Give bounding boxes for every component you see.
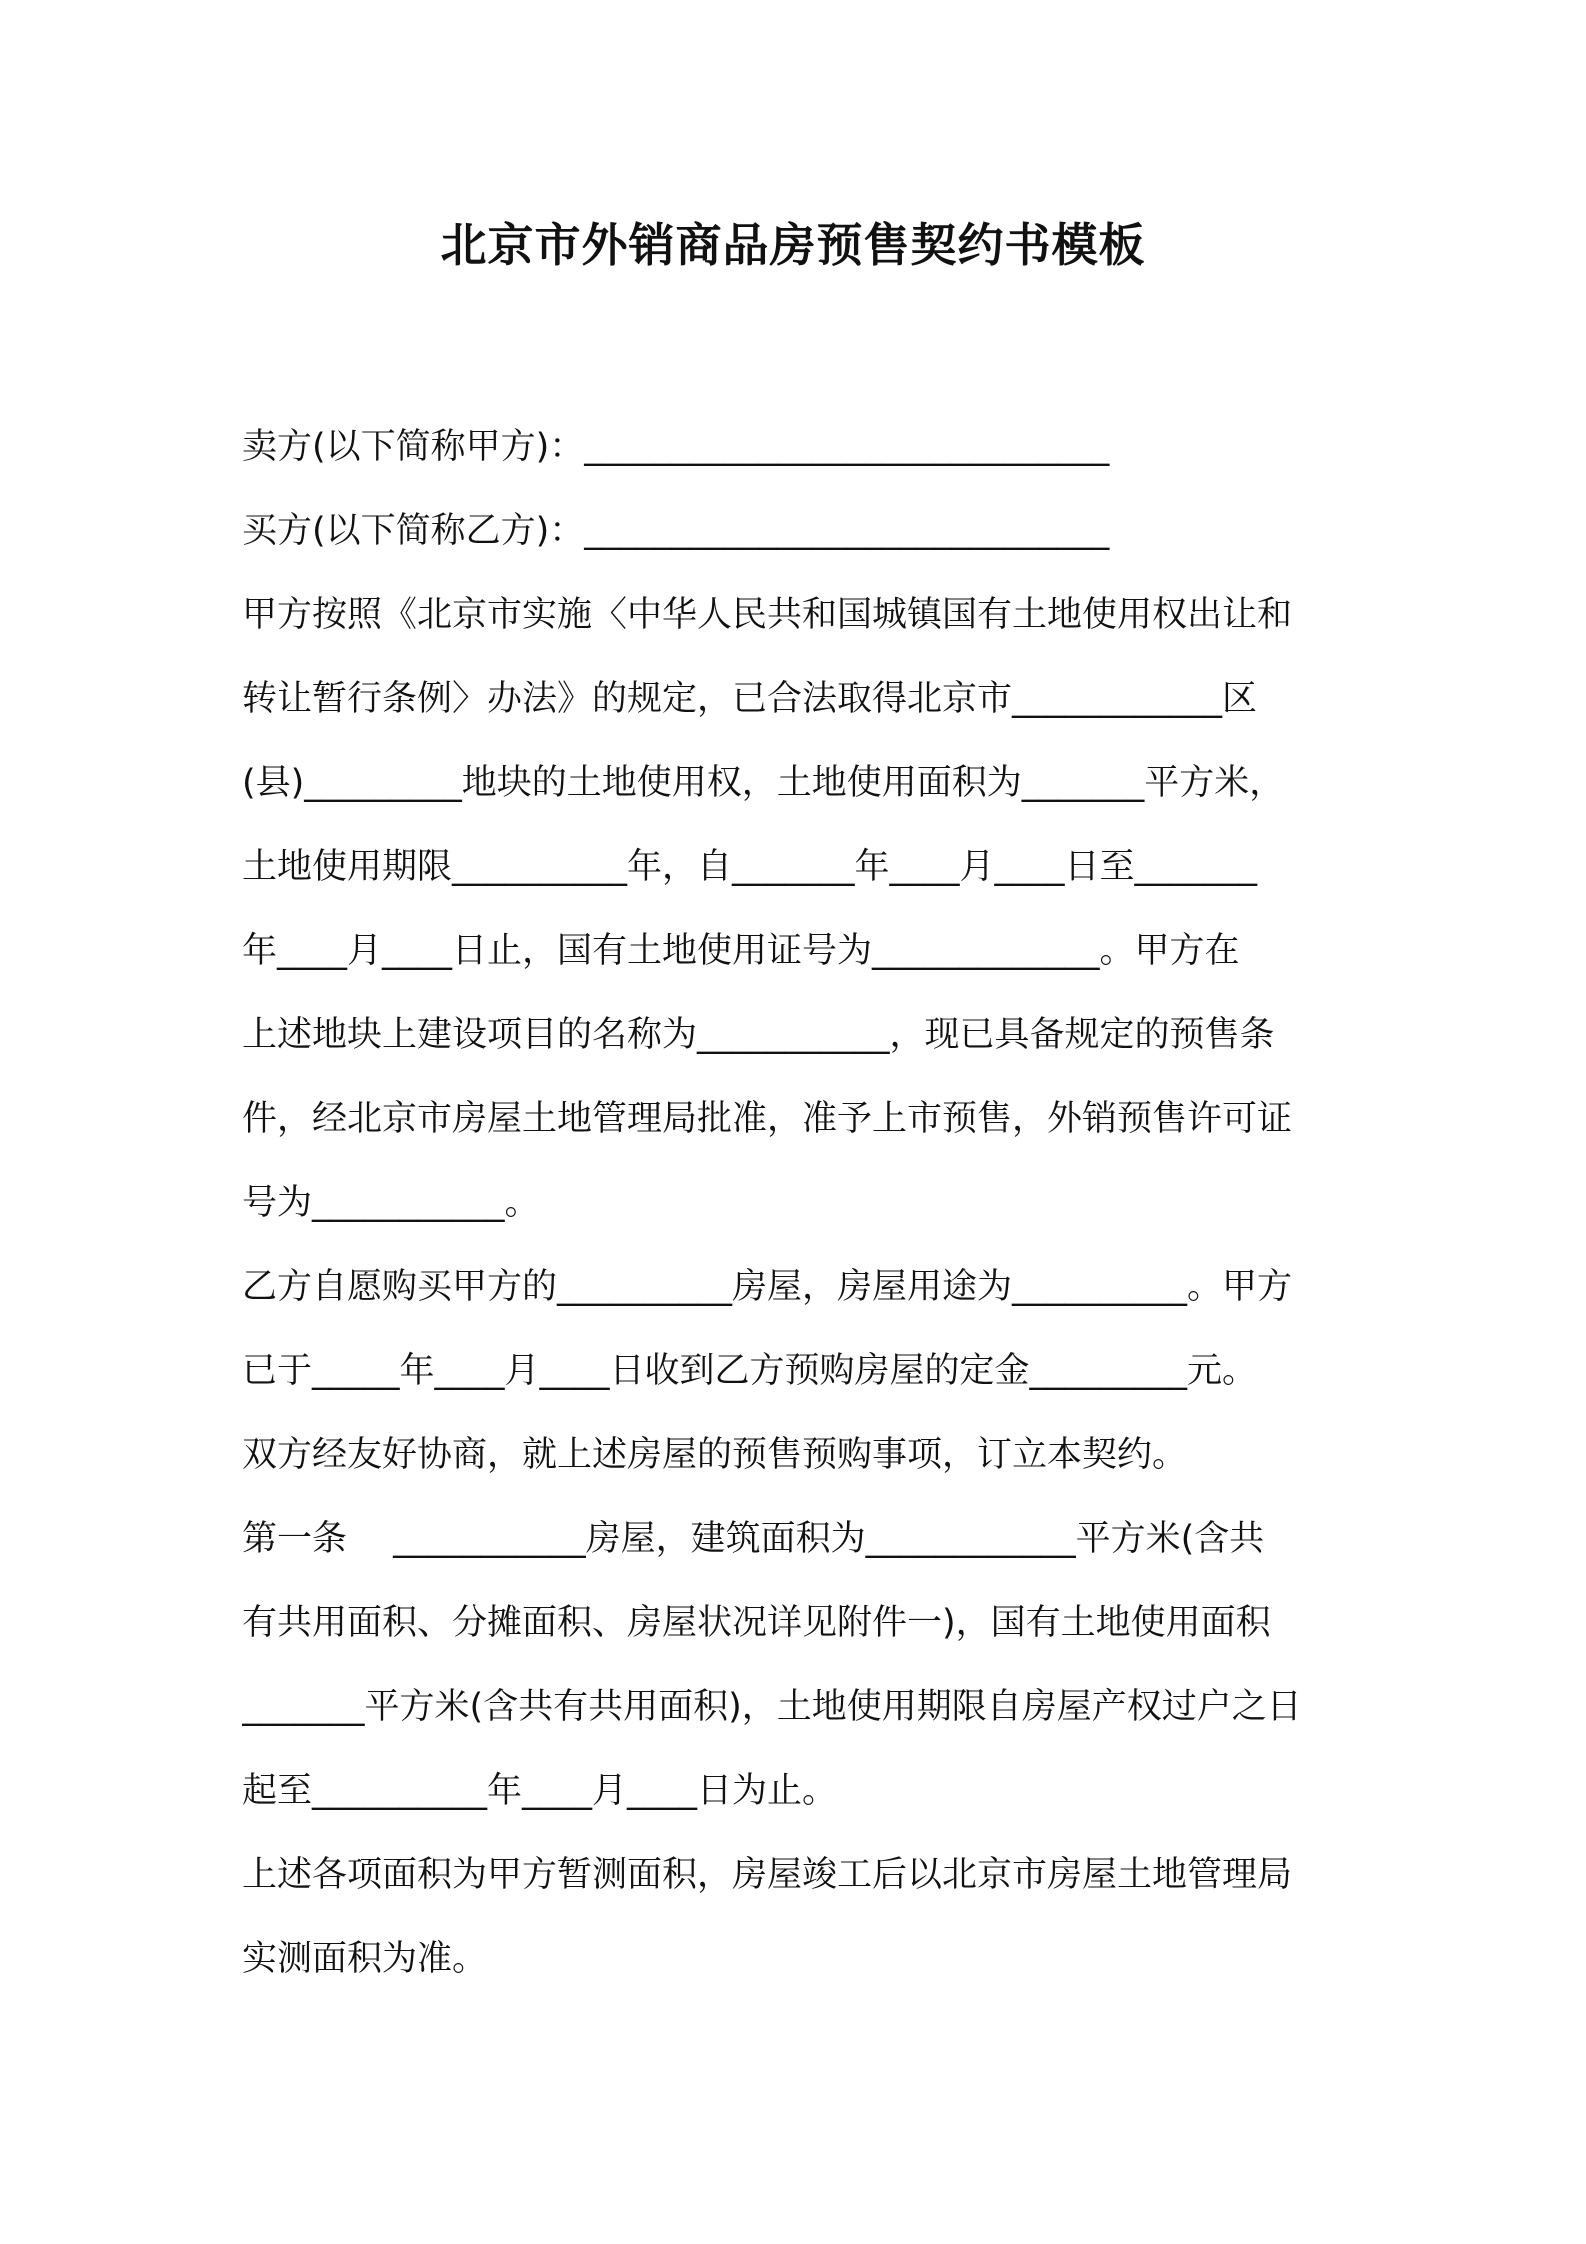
paragraph-line: (县)_________地块的土地使用权，土地使用面积为_______平方米， — [242, 763, 1285, 803]
paragraph-line: 甲方按照《北京市实施〈中华人民共和国城镇国有土地使用权出让和 — [242, 595, 1293, 635]
paragraph-line: 转让暂行条例〉办法》的规定，已合法取得北京市____________区 — [242, 679, 1258, 719]
paragraph-line: 双方经友好协商，就上述房屋的预售预购事项，订立本契约。 — [242, 1435, 1188, 1475]
paragraph-line: 号为___________。 — [242, 1183, 540, 1223]
document-title: 北京市外销商品房预售契约书模板 — [440, 218, 1146, 272]
paragraph-line: 上述地块上建设项目的名称为___________，现已具备规定的预售条 — [242, 1015, 1275, 1055]
paragraph-line: _______平方米(含共有共用面积)，土地使用期限自房屋产权过户之日 — [242, 1687, 1302, 1727]
seller-line: 卖方(以下简称甲方)：______________________________ — [242, 427, 1110, 467]
paragraph-line: 起至__________年____月____日为止。 — [242, 1771, 838, 1811]
contract-body — [242, 405, 1352, 2001]
paragraph-line: 已于_____年____月____日收到乙方预购房屋的定金_________元。 — [242, 1351, 1258, 1391]
paragraph-line: 土地使用期限__________年，自_______年____月____日至_______ — [242, 847, 1258, 887]
article-one-line: 第一条 ___________房屋，建筑面积为____________平方米(含共 — [242, 1519, 1265, 1559]
paragraph-line: 有共用面积、分摊面积、房屋状况详见附件一)，国有土地使用面积 — [242, 1603, 1271, 1643]
paragraph-line: 上述各项面积为甲方暂测面积，房屋竣工后以北京市房屋土地管理局 — [242, 1855, 1293, 1895]
paragraph-line: 实测面积为准。 — [242, 1939, 488, 1979]
paragraph-line: 年____月____日止，国有土地使用证号为_____________。甲方在 — [242, 931, 1240, 971]
paragraph-line: 件，经北京市房屋土地管理局批准，准予上市预售，外销预售许可证 — [242, 1099, 1293, 1139]
buyer-line: 买方(以下简称乙方)：______________________________ — [242, 511, 1110, 551]
paragraph-line: 乙方自愿购买甲方的__________房屋，房屋用途为__________。甲方 — [242, 1267, 1293, 1307]
